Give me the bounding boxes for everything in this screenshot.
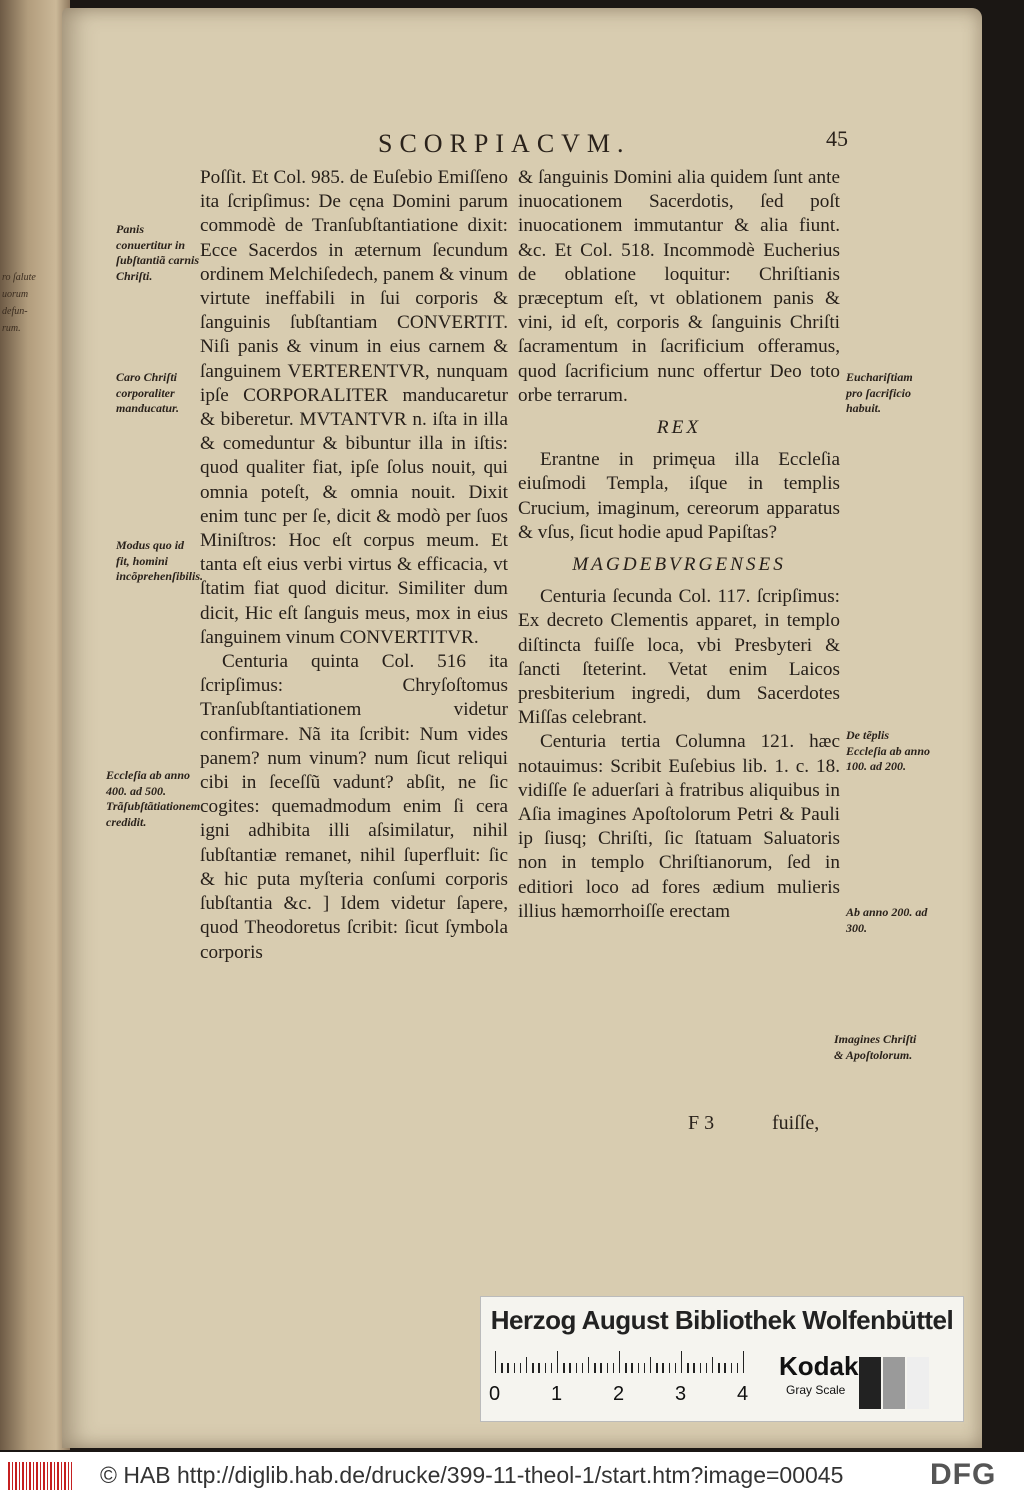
margin-note-left: Panis conuertitur in ſubſtantiã carnis Chriſti. xyxy=(116,222,200,283)
ruler-tick xyxy=(731,1363,732,1373)
catchword: fuiſſe, xyxy=(772,1112,820,1134)
ruler-tick xyxy=(644,1363,645,1373)
ruler-tick xyxy=(656,1363,657,1373)
gray-swatch-mid xyxy=(883,1357,905,1409)
left-page-fragment: ro ſalute xyxy=(2,272,36,283)
ruler-tick xyxy=(495,1351,496,1373)
ruler-tick xyxy=(625,1363,626,1373)
gray-swatch-dark xyxy=(859,1357,881,1409)
scale-ruler xyxy=(495,1351,759,1373)
ruler-tick xyxy=(675,1363,676,1373)
ruler-tick xyxy=(520,1363,521,1373)
paragraph: Centuria quinta Col. 516 ita ſcripſimus: Chryſoſtomus Tranſubſtantiationem videtur confirmare. Nã ita ſcribit: Num vides panem? num vinum? num ſicut reliqui cibi in ſeceſſũ vadunt? abſit, ne ſic cogites: quemadmodum enim ſi cera igni adhibita illi aſsimilatur, nihil ſubſtantiæ remanet, nihil ſuperfluit: ſic & hic puta myſteria conſumi corporis ſubſtantia &c. ] Idem videtur ſapere, quod Theodoretus ſcribit: ſicut ſymbola corporis xyxy=(200,651,508,963)
text-column-left xyxy=(200,166,508,965)
paragraph: & ſanguinis Domini alia quidem ſunt ante inuocationem Sacerdotis, ſed poſt inuocationem immutantur & alia fiunt. &c. Et Col. 518. Incommodè Eucherius de oblatione loquitur: Chriſtianis præceptum eſt, vt oblationem panis & vini, id eſt, corporis & ſanguinis Chriſti ſacramentum in ſacrificium offeramus, quod ſacrificium nunc offertur Deo toto orbe terrarum. xyxy=(518,167,840,406)
running-head: SCORPIACVM. xyxy=(378,129,631,158)
margin-note-right: Euchariſtiam pro ſacrificio habuit. xyxy=(846,370,913,415)
ruler-tick xyxy=(607,1363,608,1373)
ruler-tick xyxy=(538,1363,539,1373)
ruler-tick xyxy=(526,1357,527,1373)
signature-mark: F 3 xyxy=(688,1112,715,1134)
viewer-footer xyxy=(0,1452,1024,1498)
ruler-tick xyxy=(743,1351,744,1373)
left-page-edge xyxy=(0,0,70,1450)
ruler-tick xyxy=(569,1363,570,1373)
ruler-tick xyxy=(631,1363,632,1373)
ruler-number: 2 xyxy=(613,1383,625,1405)
kodak-logo: Kodak xyxy=(779,1351,859,1381)
gray-scale-label: Gray Scale xyxy=(786,1383,846,1397)
ruler-tick xyxy=(514,1363,515,1373)
gray-swatch-light xyxy=(907,1357,929,1409)
ruler-tick xyxy=(712,1357,713,1373)
speaker-heading: REX xyxy=(656,417,702,439)
ruler-tick xyxy=(669,1363,670,1373)
margin-note-left: Caro Chriſti corporaliter manducatur. xyxy=(116,370,180,415)
ruler-number: 3 xyxy=(675,1383,687,1405)
dfg-logo: DFG xyxy=(930,1458,997,1491)
ruler-tick xyxy=(687,1363,688,1373)
page-number: 45 xyxy=(826,126,848,151)
paragraph: Centuria tertia Columna 121. hæc notauimus: Scribit Euſebius lib. 1. c. 18. vidiſſe ſe aduerſari à fratribus aliquibus in Aſia imagines Apoſtolorum Petri & Pauli ip ſiusq; Chriſti, ſic ſtatuam Saluatoris non in templo Chriſtianorum, ſed in editiori loco ad fores ædium mulieris illius hæmorrhoiſſe erectam xyxy=(518,731,840,922)
ruler-tick xyxy=(724,1363,725,1373)
ruler-tick xyxy=(650,1357,651,1373)
library-name: Herzog August Bibliothek Wolfenbüttel xyxy=(490,1305,954,1335)
ruler-tick xyxy=(706,1363,707,1373)
copyright-link[interactable]: © HAB http://diglib.hab.de/drucke/399-11-theol-1/start.htm?image=00045 xyxy=(100,1462,844,1488)
ruler-tick xyxy=(588,1357,589,1373)
ruler-tick xyxy=(582,1363,583,1373)
ruler-tick xyxy=(613,1363,614,1373)
ruler-tick xyxy=(700,1363,701,1373)
left-page-fragment: rum. xyxy=(2,323,21,334)
ruler-tick xyxy=(619,1351,620,1373)
margin-note-right: Imagines Chriſti & Apoſtolorum. xyxy=(834,1032,917,1062)
ruler-tick xyxy=(662,1363,663,1373)
paragraph: Erantne in primęua illa Eccleſia eiuſmodi Templa, iſque in templis Crucium, imaginum, cereorum apparatus & vſus, ſicut hodie apud Papiſtas? xyxy=(518,449,840,543)
paragraph: Centuria ſecunda Col. 117. ſcripſimus: Ex decreto Clementis apparet, in templo diſtincta fuiſſe loca, vbi Presbyteri & ſancti ſteterint. Vetat enim Laicos presbiterium ingredi, dum Sacerdotes Miſſas celebrant. xyxy=(518,586,840,729)
left-page-fragment: uorum xyxy=(2,289,29,300)
ruler-tick xyxy=(718,1363,719,1373)
left-page-fragment: defun- xyxy=(2,306,28,317)
ruler-tick xyxy=(557,1351,558,1373)
margin-note-right: Ab anno 200. ad 300. xyxy=(846,905,928,935)
text-column-right xyxy=(518,166,840,924)
margin-note-left: Modus quo id fit, homini incõprehenſibilis. xyxy=(116,538,204,583)
ruler-number: 1 xyxy=(551,1383,563,1405)
ruler-tick xyxy=(551,1363,552,1373)
ruler-tick xyxy=(507,1363,508,1373)
ruler-tick xyxy=(594,1363,595,1373)
scan-calibration-label xyxy=(480,1296,964,1422)
margin-note-right: De tẽplis Eccleſia ab anno 100. ad 200. xyxy=(846,728,930,773)
ruler-tick xyxy=(532,1363,533,1373)
ruler-tick xyxy=(545,1363,546,1373)
ruler-tick xyxy=(638,1363,639,1373)
ruler-tick xyxy=(693,1363,694,1373)
ruler-tick xyxy=(600,1363,601,1373)
ruler-number: 0 xyxy=(489,1383,501,1405)
barcode-icon xyxy=(8,1462,72,1490)
paragraph: Poſſit. Et Col. 985. de Euſebio Emiſſeno ita ſcripſimus: De cęna Domini parum commodè de Tranſubſtantiatione dixit: Ecce Sacerdos in æternum ſecundum ordinem Melchiſedech, panem & vinum virtute ineffabili in ſui corporis & ſanguinis ſubſtantiam CONVERTIT. Niſi panis & vinum in eius carnem & ſanguinem VERTERENTVR, nunquam ipſe CORPORALITER manducaretur & biberetur. MVTANTVR n. iſta in illa & comeduntur & bibuntur illa in iſtis: quod qualiter fiat, ipſe ſolus nouit, qui omnia poteſt, & omnia nouit. Dixit enim tunc per ſe, dicit & modò per ſuos Miniſtros: Hoc eſt corpus meum. Et tanta eſt eius verbi virtus & efficacia, vt ſtatim fiat quod dicitur. Similiter dum dicit, Hic eſt ſanguis meus, mox in eius ſanguinem vinum CONVERTITVR. xyxy=(200,167,508,648)
ruler-tick xyxy=(681,1351,682,1373)
ruler-tick xyxy=(563,1363,564,1373)
ruler-tick xyxy=(737,1363,738,1373)
ruler-tick xyxy=(576,1363,577,1373)
ruler-number: 4 xyxy=(737,1383,749,1405)
speaker-heading: MAGDEBVRGENSES xyxy=(572,554,786,576)
ruler-tick xyxy=(501,1363,502,1373)
margin-note-left: Eccleſia ab anno 400. ad 500. Trãſubſtãtiationem credidit. xyxy=(106,768,201,829)
